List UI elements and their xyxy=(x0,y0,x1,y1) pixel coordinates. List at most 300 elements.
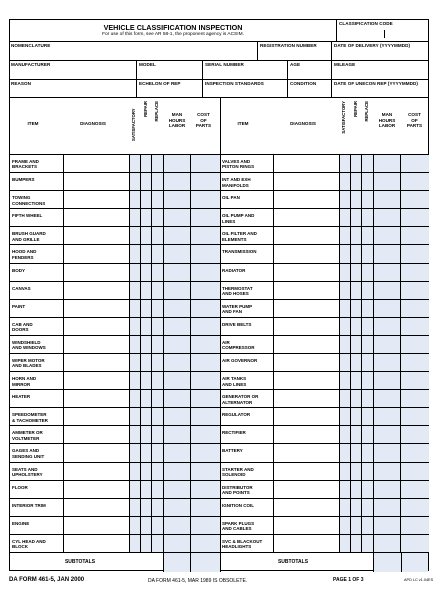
left-repair-checkbox[interactable] xyxy=(140,155,151,172)
right-diagnosis-cell[interactable] xyxy=(273,390,339,407)
table-row xyxy=(10,517,428,535)
right-replace-checkbox[interactable] xyxy=(361,517,373,534)
right-replace-checkbox[interactable] xyxy=(361,264,373,281)
right-satisfactory-checkbox[interactable] xyxy=(339,517,350,534)
right-cost-of-parts-cell[interactable] xyxy=(400,354,429,371)
right-satisfactory-checkbox[interactable] xyxy=(339,408,350,425)
left-diagnosis-cell[interactable] xyxy=(63,227,129,244)
right-repair-checkbox[interactable] xyxy=(350,318,361,335)
left-diagnosis-cell[interactable] xyxy=(63,191,129,208)
left-man-hours-cell[interactable] xyxy=(163,227,190,244)
left-man-hours-cell[interactable] xyxy=(163,444,190,461)
left-diagnosis-cell[interactable] xyxy=(63,209,129,226)
left-satisfactory-checkbox[interactable] xyxy=(129,426,140,443)
left-repair-checkbox[interactable] xyxy=(140,264,151,281)
left-man-hours-cell[interactable] xyxy=(163,336,190,353)
left-man-hours-cell[interactable] xyxy=(163,463,190,480)
right-replace-checkbox[interactable] xyxy=(361,336,373,353)
left-repair-checkbox[interactable] xyxy=(140,227,151,244)
right-item-label: AIR TANKS AND LINES xyxy=(222,376,247,387)
right-satisfactory-checkbox[interactable] xyxy=(339,535,350,552)
left-replace-checkbox[interactable] xyxy=(151,282,163,299)
left-repair-checkbox[interactable] xyxy=(140,191,151,208)
right-satisfactory-checkbox[interactable] xyxy=(339,264,350,281)
left-man-hours-cell[interactable] xyxy=(163,390,190,407)
obsolete-note: DA FORM 461-5, MAR 1989 IS OBSOLETE. xyxy=(148,578,248,584)
right-repair-checkbox[interactable] xyxy=(350,227,361,244)
left-replace-checkbox[interactable] xyxy=(151,155,163,172)
left-cost-of-parts-cell[interactable] xyxy=(190,173,220,190)
right-man-hours-cell[interactable] xyxy=(373,499,400,516)
right-man-hours-cell[interactable] xyxy=(373,245,400,262)
table-row xyxy=(10,209,428,227)
left-cost-of-parts-cell[interactable] xyxy=(190,282,220,299)
left-diagnosis-cell[interactable] xyxy=(63,444,129,461)
left-replace-checkbox[interactable] xyxy=(151,499,163,516)
right-cost-of-parts-cell[interactable] xyxy=(400,209,429,226)
right-repair-checkbox[interactable] xyxy=(350,517,361,534)
right-cost-of-parts-cell[interactable] xyxy=(400,390,429,407)
left-replace-checkbox[interactable] xyxy=(151,336,163,353)
right-satisfactory-checkbox[interactable] xyxy=(339,300,350,317)
left-replace-checkbox[interactable] xyxy=(151,517,163,534)
right-man-hours-cell[interactable] xyxy=(373,426,400,443)
left-replace-checkbox[interactable] xyxy=(151,173,163,190)
right-man-hours-cell[interactable] xyxy=(373,372,400,389)
left-repair-checkbox[interactable] xyxy=(140,408,151,425)
right-replace-checkbox[interactable] xyxy=(361,444,373,461)
left-satisfactory-checkbox[interactable] xyxy=(129,282,140,299)
vehicle-inspection-form xyxy=(9,19,429,571)
left-diagnosis-cell[interactable] xyxy=(63,499,129,516)
right-diagnosis-cell[interactable] xyxy=(273,354,339,371)
subtotals-row xyxy=(10,553,428,572)
left-cost-of-parts-cell[interactable] xyxy=(190,155,220,172)
left-satisfactory-checkbox[interactable] xyxy=(129,481,140,498)
left-satisfactory-checkbox[interactable] xyxy=(129,463,140,480)
left-cost-of-parts-cell[interactable] xyxy=(190,535,220,552)
left-repair-checkbox[interactable] xyxy=(140,499,151,516)
right-man-hours-cell[interactable] xyxy=(373,173,400,190)
left-diagnosis-cell[interactable] xyxy=(63,408,129,425)
right-cost-of-parts-cell[interactable] xyxy=(400,282,429,299)
right-man-hours-cell[interactable] xyxy=(373,155,400,172)
right-replace-checkbox[interactable] xyxy=(361,173,373,190)
right-replace-checkbox[interactable] xyxy=(361,191,373,208)
left-cost-of-parts-cell[interactable] xyxy=(190,245,220,262)
right-cost-of-parts-cell[interactable] xyxy=(400,426,429,443)
left-replace-checkbox[interactable] xyxy=(151,318,163,335)
left-replace-checkbox[interactable] xyxy=(151,354,163,371)
nomenclature-field[interactable] xyxy=(9,42,260,60)
right-cost-of-parts-cell[interactable] xyxy=(400,318,429,335)
right-man-hours-cell[interactable] xyxy=(373,535,400,552)
right-diagnosis-cell[interactable] xyxy=(273,535,339,552)
right-man-hours-cell[interactable] xyxy=(373,444,400,461)
left-replace-checkbox[interactable] xyxy=(151,264,163,281)
classification-code-field[interactable] xyxy=(336,20,428,41)
right-satisfactory-checkbox[interactable] xyxy=(339,372,350,389)
right-satisfactory-checkbox[interactable] xyxy=(339,499,350,516)
right-replace-checkbox[interactable] xyxy=(361,390,373,407)
right-replace-checkbox[interactable] xyxy=(361,282,373,299)
left-replace-checkbox[interactable] xyxy=(151,209,163,226)
left-cost-of-parts-cell[interactable] xyxy=(190,463,220,480)
left-replace-checkbox[interactable] xyxy=(151,300,163,317)
left-repair-checkbox[interactable] xyxy=(140,354,151,371)
left-man-hours-cell[interactable] xyxy=(163,155,190,172)
right-man-hours-cell[interactable] xyxy=(373,336,400,353)
right-diagnosis-cell[interactable] xyxy=(273,372,339,389)
right-cost-of-parts-cell[interactable] xyxy=(400,481,429,498)
right-replace-checkbox[interactable] xyxy=(361,535,373,552)
right-repair-checkbox[interactable] xyxy=(350,390,361,407)
right-cost-of-parts-cell[interactable] xyxy=(400,300,429,317)
left-satisfactory-checkbox[interactable] xyxy=(129,517,140,534)
right-cost-of-parts-cell[interactable] xyxy=(400,372,429,389)
date-of-delivery-field[interactable] xyxy=(331,42,428,60)
left-cost-of-parts-cell[interactable] xyxy=(190,481,220,498)
right-man-hours-cell[interactable] xyxy=(373,282,400,299)
left-diagnosis-cell[interactable] xyxy=(63,282,129,299)
condition-field[interactable] xyxy=(287,80,331,97)
left-satisfactory-checkbox[interactable] xyxy=(129,300,140,317)
left-repair-checkbox[interactable] xyxy=(140,517,151,534)
right-repair-checkbox[interactable] xyxy=(350,336,361,353)
left-satisfactory-checkbox[interactable] xyxy=(129,209,140,226)
left-cost-of-parts-cell[interactable] xyxy=(190,499,220,516)
left-satisfactory-checkbox[interactable] xyxy=(129,535,140,552)
right-man-hours-cell[interactable] xyxy=(373,227,400,244)
left-man-hours-cell[interactable] xyxy=(163,173,190,190)
left-diagnosis-cell[interactable] xyxy=(63,264,129,281)
right-satisfactory-checkbox[interactable] xyxy=(339,354,350,371)
table-row xyxy=(10,336,428,354)
left-replace-checkbox[interactable] xyxy=(151,191,163,208)
right-man-hours-cell[interactable] xyxy=(373,408,400,425)
left-cost-of-parts-cell[interactable] xyxy=(190,191,220,208)
right-item-label: REGULATOR xyxy=(222,412,251,418)
left-satisfactory-checkbox[interactable] xyxy=(129,191,140,208)
age-field[interactable] xyxy=(287,61,331,79)
right-replace-checkbox[interactable] xyxy=(361,300,373,317)
left-man-hours-cell[interactable] xyxy=(163,517,190,534)
right-repair-checkbox[interactable] xyxy=(350,499,361,516)
right-cost-of-parts-cell[interactable] xyxy=(400,173,429,190)
left-repair-checkbox[interactable] xyxy=(140,318,151,335)
left-satisfactory-checkbox[interactable] xyxy=(129,173,140,190)
registration-number-field[interactable] xyxy=(257,42,331,60)
right-man-hours-cell[interactable] xyxy=(373,264,400,281)
right-replace-checkbox[interactable] xyxy=(361,318,373,335)
right-cost-of-parts-cell[interactable] xyxy=(400,155,429,172)
right-replace-checkbox[interactable] xyxy=(361,155,373,172)
model-field[interactable] xyxy=(136,61,202,79)
right-man-hours-cell[interactable] xyxy=(373,463,400,480)
right-cost-of-parts-cell[interactable] xyxy=(400,245,429,262)
left-diagnosis-cell[interactable] xyxy=(63,173,129,190)
right-replace-checkbox[interactable] xyxy=(361,209,373,226)
right-replace-checkbox[interactable] xyxy=(361,463,373,480)
right-man-hours-cell[interactable] xyxy=(373,390,400,407)
right-repair-checkbox[interactable] xyxy=(350,444,361,461)
right-replace-checkbox[interactable] xyxy=(361,481,373,498)
left-satisfactory-checkbox[interactable] xyxy=(129,390,140,407)
left-satisfactory-checkbox[interactable] xyxy=(129,444,140,461)
left-man-hours-cell[interactable] xyxy=(163,300,190,317)
right-cost-of-parts-cell[interactable] xyxy=(400,499,429,516)
right-man-hours-cell[interactable] xyxy=(373,318,400,335)
right-repair-checkbox[interactable] xyxy=(350,463,361,480)
right-subtotal-hours[interactable] xyxy=(373,553,401,572)
right-cost-of-parts-cell[interactable] xyxy=(400,336,429,353)
right-repair-checkbox[interactable] xyxy=(350,535,361,552)
right-diagnosis-cell[interactable] xyxy=(273,264,339,281)
right-satisfactory-checkbox[interactable] xyxy=(339,481,350,498)
right-cost-of-parts-cell[interactable] xyxy=(400,191,429,208)
left-diagnosis-cell[interactable] xyxy=(63,354,129,371)
right-cost-of-parts-cell[interactable] xyxy=(400,264,429,281)
left-cost-of-parts-cell[interactable] xyxy=(190,372,220,389)
right-diagnosis-cell[interactable] xyxy=(273,499,339,516)
right-repair-checkbox[interactable] xyxy=(350,481,361,498)
right-replace-checkbox[interactable] xyxy=(361,227,373,244)
left-man-hours-cell[interactable] xyxy=(163,282,190,299)
right-satisfactory-checkbox[interactable] xyxy=(339,390,350,407)
left-satisfactory-checkbox[interactable] xyxy=(129,155,140,172)
left-replace-checkbox[interactable] xyxy=(151,227,163,244)
left-repair-checkbox[interactable] xyxy=(140,481,151,498)
left-repair-header: REPAIR xyxy=(143,101,148,117)
left-replace-checkbox[interactable] xyxy=(151,463,163,480)
right-repair-checkbox[interactable] xyxy=(350,245,361,262)
left-man-hours-cell[interactable] xyxy=(163,535,190,552)
right-cost-of-parts-cell[interactable] xyxy=(400,227,429,244)
left-repair-checkbox[interactable] xyxy=(140,245,151,262)
right-item-header: ITEM xyxy=(237,121,249,126)
left-cost-of-parts-cell[interactable] xyxy=(190,444,220,461)
left-repair-checkbox[interactable] xyxy=(140,209,151,226)
right-diagnosis-cell[interactable] xyxy=(273,155,339,172)
date-of-unecon-rep-label: DATE OF UNECON REP (YYYYMMDD) xyxy=(334,81,418,86)
right-man-hours-cell[interactable] xyxy=(373,354,400,371)
left-subtotal-cost[interactable] xyxy=(190,553,220,572)
left-repair-checkbox[interactable] xyxy=(140,463,151,480)
left-repair-checkbox[interactable] xyxy=(140,336,151,353)
right-repair-checkbox[interactable] xyxy=(350,282,361,299)
right-diagnosis-cell[interactable] xyxy=(273,209,339,226)
left-man-hours-cell[interactable] xyxy=(163,426,190,443)
right-cost-of-parts-cell[interactable] xyxy=(400,517,429,534)
right-diagnosis-cell[interactable] xyxy=(273,191,339,208)
right-repair-checkbox[interactable] xyxy=(350,155,361,172)
right-man-hours-cell[interactable] xyxy=(373,300,400,317)
left-cost-of-parts-cell[interactable] xyxy=(190,408,220,425)
right-satisfactory-checkbox[interactable] xyxy=(339,426,350,443)
right-diagnosis-cell[interactable] xyxy=(273,245,339,262)
left-item-label: AMMETER OR VOLTMETER xyxy=(12,430,43,441)
left-replace-checkbox[interactable] xyxy=(151,535,163,552)
right-satisfactory-checkbox[interactable] xyxy=(339,318,350,335)
left-cost-of-parts-cell[interactable] xyxy=(190,426,220,443)
right-man-hours-cell[interactable] xyxy=(373,191,400,208)
left-cost-of-parts-cell[interactable] xyxy=(190,354,220,371)
right-diagnosis-cell[interactable] xyxy=(273,300,339,317)
right-satisfactory-checkbox[interactable] xyxy=(339,336,350,353)
right-diagnosis-cell[interactable] xyxy=(273,463,339,480)
reason-field[interactable] xyxy=(9,80,136,97)
left-repair-checkbox[interactable] xyxy=(140,426,151,443)
left-man-hours-cell[interactable] xyxy=(163,372,190,389)
left-item-label: FIFTH WHEEL xyxy=(12,213,43,219)
right-satisfactory-checkbox[interactable] xyxy=(339,245,350,262)
left-diagnosis-cell[interactable] xyxy=(63,390,129,407)
right-diagnosis-cell[interactable] xyxy=(273,336,339,353)
left-repair-checkbox[interactable] xyxy=(140,444,151,461)
right-diagnosis-cell[interactable] xyxy=(273,318,339,335)
left-replace-checkbox[interactable] xyxy=(151,245,163,262)
left-repair-checkbox[interactable] xyxy=(140,372,151,389)
left-diagnosis-cell[interactable] xyxy=(63,426,129,443)
right-repair-checkbox[interactable] xyxy=(350,354,361,371)
left-man-hours-cell[interactable] xyxy=(163,191,190,208)
right-satisfactory-checkbox[interactable] xyxy=(339,155,350,172)
right-satisfactory-checkbox[interactable] xyxy=(339,173,350,190)
right-satisfactory-checkbox[interactable] xyxy=(339,227,350,244)
left-replace-checkbox[interactable] xyxy=(151,372,163,389)
left-cost-of-parts-cell[interactable] xyxy=(190,227,220,244)
left-diagnosis-cell[interactable] xyxy=(63,300,129,317)
left-man-hours-cell[interactable] xyxy=(163,318,190,335)
right-satisfactory-checkbox[interactable] xyxy=(339,282,350,299)
left-satisfactory-checkbox[interactable] xyxy=(129,264,140,281)
left-repair-checkbox[interactable] xyxy=(140,173,151,190)
left-satisfactory-checkbox[interactable] xyxy=(129,499,140,516)
left-satisfactory-checkbox[interactable] xyxy=(129,372,140,389)
left-replace-checkbox[interactable] xyxy=(151,481,163,498)
right-diagnosis-cell[interactable] xyxy=(273,227,339,244)
left-repair-checkbox[interactable] xyxy=(140,282,151,299)
left-satisfactory-checkbox[interactable] xyxy=(129,245,140,262)
left-diagnosis-cell[interactable] xyxy=(63,155,129,172)
left-satisfactory-checkbox[interactable] xyxy=(129,354,140,371)
right-cost-of-parts-cell[interactable] xyxy=(400,444,429,461)
left-repair-checkbox[interactable] xyxy=(140,535,151,552)
right-diagnosis-cell[interactable] xyxy=(273,282,339,299)
right-repair-checkbox[interactable] xyxy=(350,408,361,425)
left-man-hours-cell[interactable] xyxy=(163,245,190,262)
left-repair-checkbox[interactable] xyxy=(140,390,151,407)
left-diagnosis-cell[interactable] xyxy=(63,517,129,534)
right-man-hours-cell[interactable] xyxy=(373,481,400,498)
right-repair-checkbox[interactable] xyxy=(350,264,361,281)
right-replace-checkbox[interactable] xyxy=(361,354,373,371)
left-cost-of-parts-cell[interactable] xyxy=(190,517,220,534)
right-repair-checkbox[interactable] xyxy=(350,426,361,443)
left-cost-of-parts-cell[interactable] xyxy=(190,318,220,335)
left-satisfactory-checkbox[interactable] xyxy=(129,227,140,244)
left-diagnosis-cell[interactable] xyxy=(63,318,129,335)
right-replace-checkbox[interactable] xyxy=(361,499,373,516)
left-diagnosis-cell[interactable] xyxy=(63,481,129,498)
left-diagnosis-cell[interactable] xyxy=(63,336,129,353)
left-diagnosis-cell[interactable] xyxy=(63,535,129,552)
left-satisfactory-checkbox[interactable] xyxy=(129,336,140,353)
right-cost-of-parts-cell[interactable] xyxy=(400,408,429,425)
right-item-label: AIR COMPRESSOR xyxy=(222,339,255,351)
right-diagnosis-cell[interactable] xyxy=(273,481,339,498)
left-satisfactory-checkbox[interactable] xyxy=(129,318,140,335)
right-diagnosis-cell[interactable] xyxy=(273,517,339,534)
left-man-hours-cell[interactable] xyxy=(163,408,190,425)
right-satisfactory-checkbox[interactable] xyxy=(339,444,350,461)
right-repair-checkbox[interactable] xyxy=(350,173,361,190)
right-replace-checkbox[interactable] xyxy=(361,245,373,262)
left-man-hours-cell[interactable] xyxy=(163,481,190,498)
left-repair-checkbox[interactable] xyxy=(140,300,151,317)
right-subtotal-cost[interactable] xyxy=(401,553,428,572)
right-diagnosis-cell[interactable] xyxy=(273,173,339,190)
echelon-of-rep-field[interactable] xyxy=(136,80,202,97)
right-man-hours-cell[interactable] xyxy=(373,209,400,226)
right-cost-of-parts-cell[interactable] xyxy=(400,463,429,480)
mileage-field[interactable] xyxy=(331,61,428,79)
left-diagnosis-cell[interactable] xyxy=(63,245,129,262)
right-satisfactory-checkbox[interactable] xyxy=(339,209,350,226)
right-repair-checkbox[interactable] xyxy=(350,191,361,208)
left-subtotal-hours[interactable] xyxy=(163,553,190,572)
left-cost-of-parts-cell[interactable] xyxy=(190,209,220,226)
inspection-standards-field[interactable] xyxy=(202,80,287,97)
left-diagnosis-cell[interactable] xyxy=(63,463,129,480)
serial-number-field[interactable] xyxy=(202,61,287,79)
right-repair-checkbox[interactable] xyxy=(350,372,361,389)
left-man-hours-cell[interactable] xyxy=(163,264,190,281)
left-item-label: BUMPERS xyxy=(12,177,35,183)
left-replace-checkbox[interactable] xyxy=(151,408,163,425)
right-diagnosis-cell[interactable] xyxy=(273,408,339,425)
left-satisfactory-checkbox[interactable] xyxy=(129,408,140,425)
table-row xyxy=(10,535,428,553)
left-replace-checkbox[interactable] xyxy=(151,444,163,461)
left-man-hours-cell[interactable] xyxy=(163,209,190,226)
left-man-hours-cell[interactable] xyxy=(163,354,190,371)
left-cost-of-parts-cell[interactable] xyxy=(190,390,220,407)
right-satisfactory-checkbox[interactable] xyxy=(339,463,350,480)
date-of-unecon-rep-field[interactable] xyxy=(331,80,428,97)
right-diagnosis-cell[interactable] xyxy=(273,426,339,443)
right-replace-checkbox[interactable] xyxy=(361,372,373,389)
right-satisfactory-header: SATISFACTORY xyxy=(341,101,346,134)
left-man-hours-cell[interactable] xyxy=(163,499,190,516)
left-replace-checkbox[interactable] xyxy=(151,426,163,443)
right-repair-checkbox[interactable] xyxy=(350,300,361,317)
right-satisfactory-checkbox[interactable] xyxy=(339,191,350,208)
left-diagnosis-cell[interactable] xyxy=(63,372,129,389)
manufacturer-field[interactable] xyxy=(9,61,136,79)
left-cost-of-parts-cell[interactable] xyxy=(190,300,220,317)
right-man-hours-cell[interactable] xyxy=(373,517,400,534)
right-replace-checkbox[interactable] xyxy=(361,408,373,425)
center-divider xyxy=(220,98,221,572)
right-replace-checkbox[interactable] xyxy=(361,426,373,443)
right-repair-checkbox[interactable] xyxy=(350,209,361,226)
left-cost-of-parts-cell[interactable] xyxy=(190,336,220,353)
right-diagnosis-cell[interactable] xyxy=(273,444,339,461)
left-replace-checkbox[interactable] xyxy=(151,390,163,407)
left-cost-of-parts-cell[interactable] xyxy=(190,264,220,281)
right-cost-of-parts-cell[interactable] xyxy=(400,535,429,552)
